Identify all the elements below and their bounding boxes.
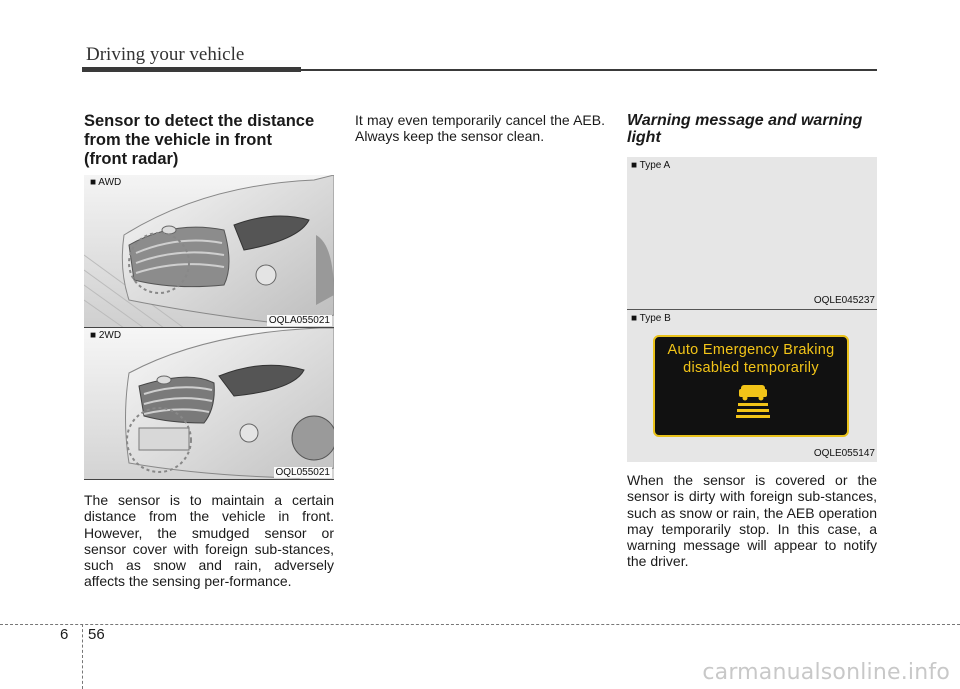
2wd-image-code: OQL055021 bbox=[275, 467, 330, 478]
warning-message-line1: Auto Emergency Braking bbox=[667, 342, 835, 358]
type-b-display-panel bbox=[627, 310, 877, 462]
warning-message-line2: disabled temporarily bbox=[683, 360, 819, 376]
heading-line: from the vehicle in front bbox=[84, 131, 272, 149]
type-a-display-panel bbox=[627, 157, 877, 309]
type-a-label: ■ Type A bbox=[631, 160, 671, 171]
forward-collision-warning-icon bbox=[735, 383, 771, 423]
front-radar-body-text: The sensor is to maintain a certain distance from the vehicle in front. However, the smudged sensor or sensor cover with foreign sub-stances, such as snow and rain, adversely affects the sensing per-formance. bbox=[84, 492, 334, 590]
footer-dashed-rule bbox=[0, 624, 960, 625]
2wd-car-drawing bbox=[84, 328, 334, 480]
section-heading-front-radar bbox=[84, 112, 334, 169]
heading-line: light bbox=[627, 129, 661, 146]
heading-line: Warning message and warning bbox=[627, 112, 863, 129]
header-rule-thick bbox=[82, 67, 301, 72]
header-rule-thin bbox=[301, 69, 877, 71]
awd-image-code: OQLA055021 bbox=[268, 315, 330, 326]
page-header-title: Driving your vehicle bbox=[86, 44, 245, 65]
sensor-clean-body-text: It may even temporarily cancel the AEB. Always keep the sensor clean. bbox=[355, 112, 605, 145]
watermark-text: carmanualsonline.info bbox=[702, 660, 950, 685]
awd-label: ■ AWD bbox=[90, 177, 122, 188]
2wd-label: ■ 2WD bbox=[90, 330, 122, 341]
image-bottom-rule bbox=[84, 479, 334, 480]
awd-car-drawing bbox=[84, 175, 334, 328]
heading-line: (front radar) bbox=[84, 150, 179, 168]
aeb-warning-message-box bbox=[653, 335, 849, 437]
type-b-image-code: OQLE055147 bbox=[813, 448, 875, 459]
footer-vertical-rule bbox=[82, 624, 83, 689]
type-a-image-code: OQLE045237 bbox=[813, 295, 875, 306]
section-heading-warning-message bbox=[627, 112, 877, 146]
type-b-label: ■ Type B bbox=[631, 313, 671, 324]
warning-body-text: When the sensor is covered or the sensor is dirty with foreign sub-stances, such as snow or rain, the AEB operation may temporarily stop. In this case, a warning message will appear to notify the driver. bbox=[627, 472, 877, 570]
page-number: 56 bbox=[88, 626, 105, 643]
2wd-car-front-illustration bbox=[84, 328, 334, 480]
awd-car-front-illustration bbox=[84, 175, 334, 328]
heading-line: Sensor to detect the distance bbox=[84, 112, 315, 130]
chapter-number: 6 bbox=[60, 626, 69, 643]
